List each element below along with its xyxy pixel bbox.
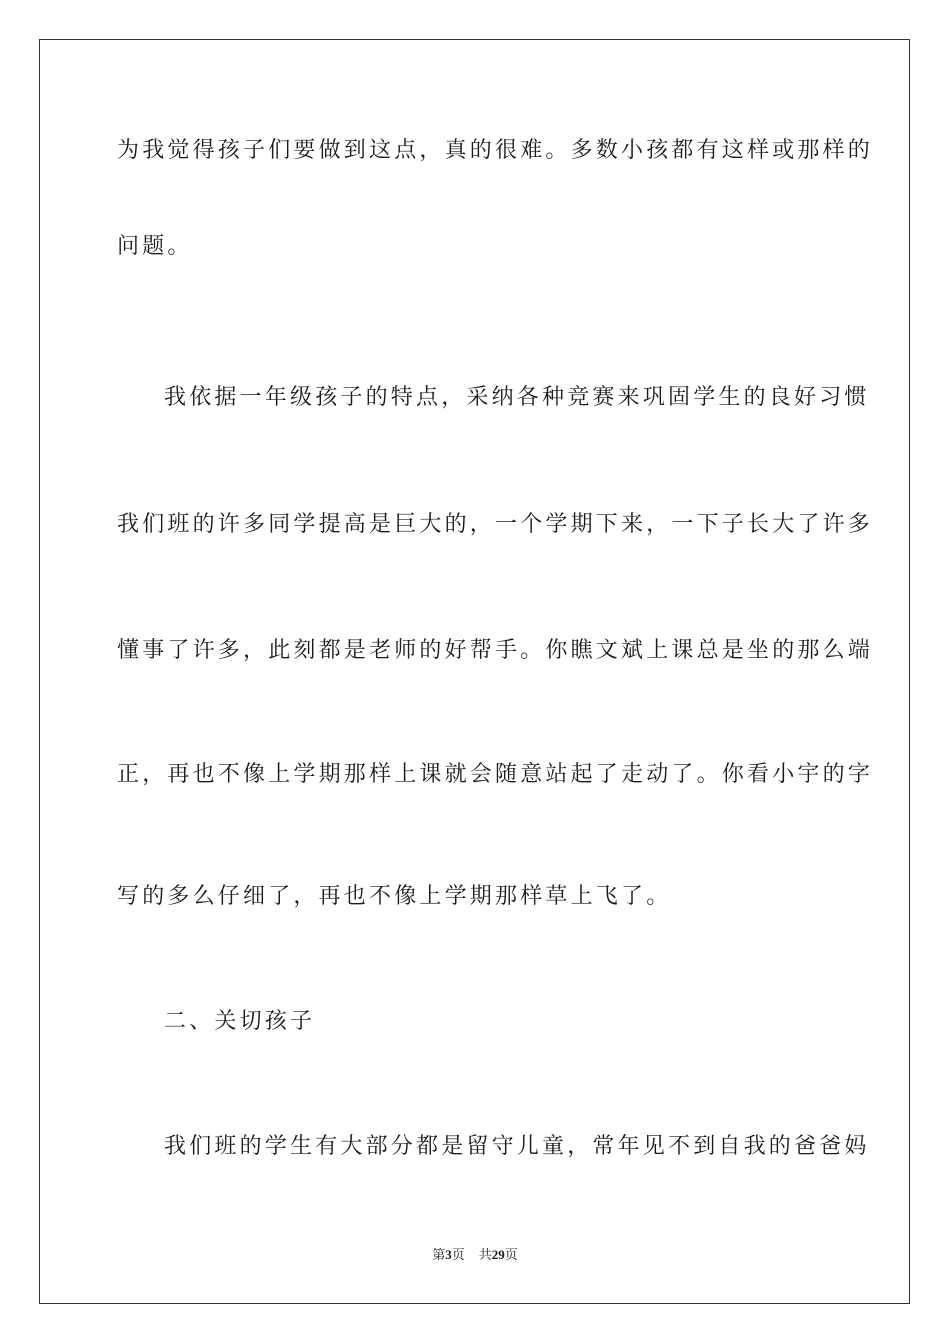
section-heading: 二、关切孩子 xyxy=(164,1009,316,1034)
total-suffix: 页 xyxy=(504,1247,518,1262)
page-footer xyxy=(0,1246,950,1264)
page-border xyxy=(39,39,910,1304)
paragraph-start-line: 我们班的学生有大部分都是留守儿童，常年见不到自我的爸爸妈 xyxy=(164,1134,870,1159)
text-line: 懂事了许多，此刻都是老师的好帮手。你瞧文斌上课总是坐的那么端 xyxy=(117,638,874,663)
text-line: 我们班的许多同学提高是巨大的，一个学期下来，一下子长大了许多 xyxy=(117,512,874,537)
page-number: 3 xyxy=(445,1247,452,1262)
page-suffix: 页 xyxy=(451,1247,465,1262)
text-line: 正，再也不像上学期那样上课就会随意站起了走动了。你看小宇的字 xyxy=(117,762,874,787)
text-line: 问题。 xyxy=(117,234,193,259)
page-prefix: 第 xyxy=(432,1247,446,1262)
total-pages: 29 xyxy=(491,1247,505,1262)
text-line: 写的多么仔细了，再也不像上学期那样草上飞了。 xyxy=(117,884,672,909)
text-line: 为我觉得孩子们要做到这点，真的很难。多数小孩都有这样或那样的 xyxy=(117,138,874,163)
paragraph-start-line: 我依据一年级孩子的特点，采纳各种竞赛来巩固学生的良好习惯 xyxy=(164,385,870,410)
total-prefix: 共 xyxy=(478,1247,492,1262)
